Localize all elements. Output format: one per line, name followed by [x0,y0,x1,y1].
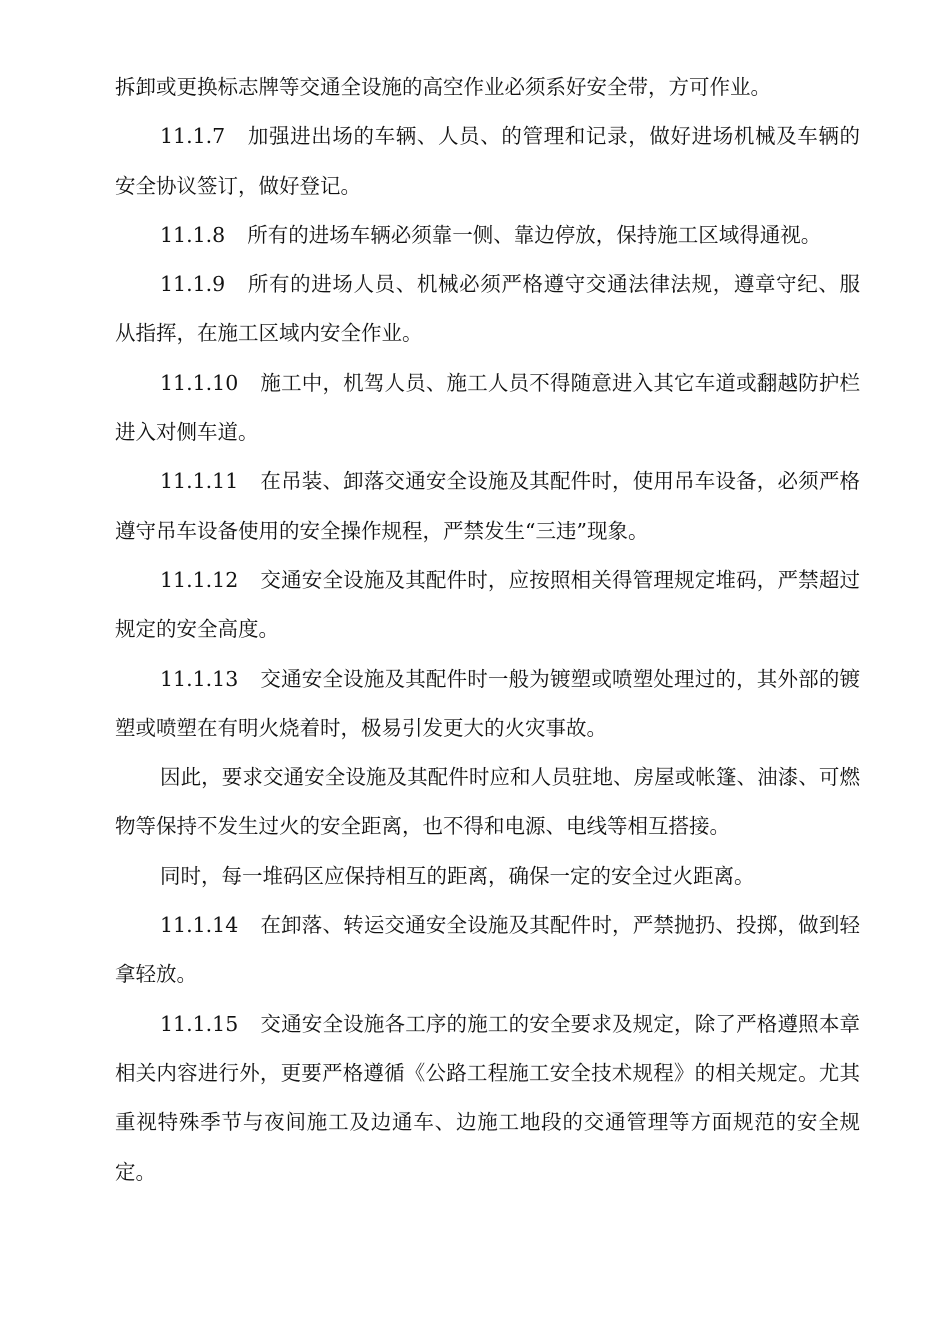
clause-number: 11.1.7 [160,124,226,149]
paragraph-text: 在吊装、卸落交通安全设施及其配件时，使用吊车设备，必须严格遵守吊车设备使用的安全操作规程，严禁发生“三违”现象。 [115,469,860,543]
clause-11-1-7 [115,112,860,211]
paragraph-text: 交通安全设施及其配件时一般为镀塑或喷塑处理过的，其外部的镀塑或喷塑在有明火烧着时，极易引发更大的火灾事故。 [115,666,860,740]
document-body [115,63,860,1197]
clause-number: 11.1.8 [160,222,226,247]
paragraph-continuation [115,63,860,112]
clause-11-1-9 [115,260,860,359]
clause-number: 11.1.12 [160,567,239,592]
clause-number: 11.1.11 [160,469,239,494]
clause-11-1-12 [115,556,860,655]
paragraph-text: 交通安全设施各工序的施工的安全要求及规定，除了严格遵照本章相关内容进行外，更要严格遵循《公路工程施工安全技术规程》的相关规定。尤其重视特殊季节与夜间施工及边通车、边施工地段的交通管理等方面规范的安全规定。 [115,1011,860,1184]
clause-11-1-14 [115,901,860,1000]
clause-11-1-15 [115,1000,860,1197]
paragraph-text: 拆卸或更换标志牌等交通全设施的高空作业必须系好安全带，方可作业。 [115,75,771,99]
paragraph-text: 同时，每一堆码区应保持相互的距离，确保一定的安全过火距离。 [160,863,755,888]
clause-number: 11.1.9 [160,272,226,297]
paragraph-text: 在卸落、转运交通安全设施及其配件时，严禁抛扔、投掷，做到轻拿轻放。 [115,913,860,987]
paragraph-text: 所有的进场人员、机械必须严格遵守交通法律法规，遵章守纪、服从指挥，在施工区域内安全作业。 [115,272,860,346]
clause-11-1-10 [115,359,860,458]
paragraph-text: 施工中，机驾人员、施工人员不得随意进入其它车道或翻越防护栏进入对侧车道。 [115,370,860,445]
clause-11-1-8 [115,211,860,260]
clause-11-1-11 [115,457,860,556]
clause-number: 11.1.14 [160,913,239,938]
paragraph-therefore [115,753,860,852]
clause-number: 11.1.15 [160,1011,239,1036]
paragraph-text: 所有的进场车辆必须靠一侧、靠边停放，保持施工区域得通视。 [247,222,822,247]
clause-number: 11.1.13 [160,666,239,691]
paragraph-text: 加强进出场的车辆、人员、的管理和记录，做好进场机械及车辆的安全协议签订，做好登记。 [115,124,860,198]
clause-11-1-13 [115,655,860,754]
paragraph-meanwhile [115,852,860,901]
paragraph-text: 因此，要求交通安全设施及其配件时应和人员驻地、房屋或帐篷、油漆、可燃物等保持不发生过火的安全距离，也不得和电源、电线等相互搭接。 [115,765,860,839]
paragraph-text: 交通安全设施及其配件时，应按照相关得管理规定堆码，严禁超过规定的安全高度。 [115,567,860,642]
clause-number: 11.1.10 [160,370,239,395]
